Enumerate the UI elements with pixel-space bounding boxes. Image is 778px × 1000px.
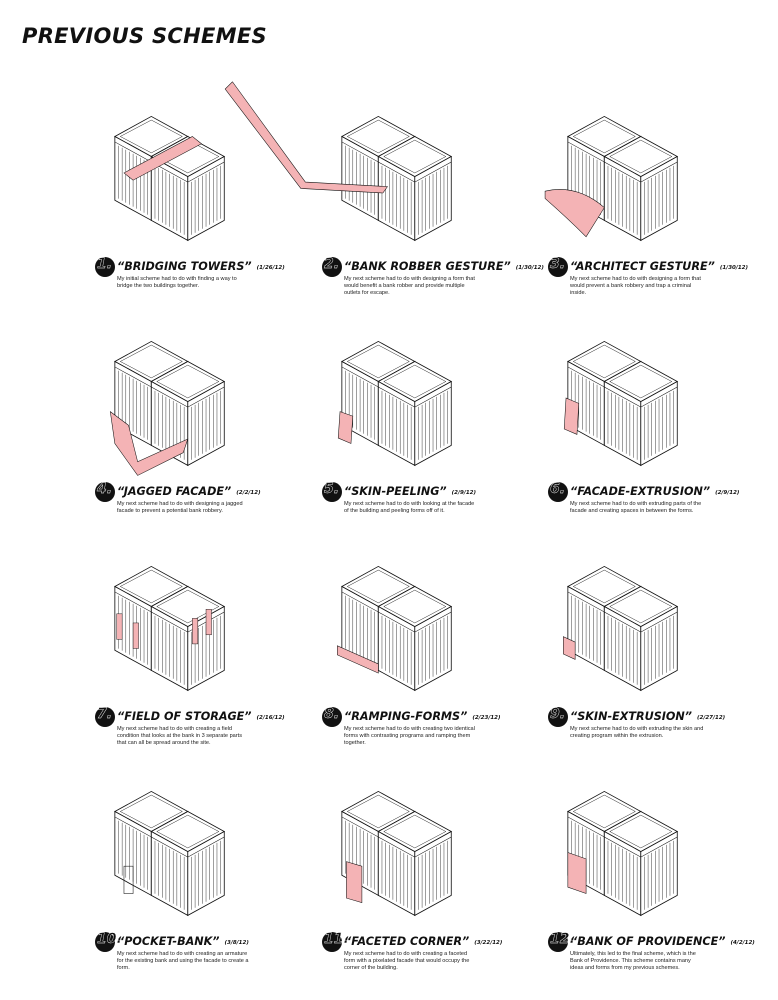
building-block	[151, 811, 224, 915]
axonometric-svg	[548, 550, 688, 705]
building-block	[378, 136, 451, 240]
scheme-12-number: 12.	[550, 931, 575, 947]
scheme-3-date: (1/30/12)	[719, 265, 749, 271]
axonometric-svg	[322, 100, 462, 255]
axonometric-svg	[548, 325, 688, 480]
scheme-3-description: My next scheme had to do with designing a form that would prevent a bank robbery and trap a criminal inside.	[570, 276, 701, 297]
scheme-2-caption	[322, 256, 552, 297]
scheme-12-caption	[548, 931, 778, 972]
scheme-11-number: 11.	[324, 931, 349, 947]
scheme-7	[95, 550, 315, 770]
scheme-2-number: 2.	[324, 256, 340, 272]
scheme-4	[95, 325, 315, 545]
scheme-10	[95, 775, 315, 995]
scheme-5-description: My next scheme had to do with looking at the facade of the building and peeling forms off of it.	[344, 501, 475, 515]
scheme-8-date: (2/23/12)	[472, 715, 501, 721]
scheme-3	[548, 100, 768, 320]
scheme-4-caption	[95, 481, 325, 515]
axonometric-svg	[95, 325, 235, 480]
building-block	[151, 361, 224, 465]
scheme-2-title: “BANK ROBBER GESTURE” (1/30/12)	[344, 260, 544, 273]
scheme-7-number: 7.	[97, 706, 113, 722]
building-block	[378, 811, 451, 915]
scheme-12-title: “BANK OF PROVIDENCE” (4/2/12)	[570, 935, 755, 948]
axonometric-svg	[548, 775, 688, 930]
scheme-3-caption	[548, 256, 778, 297]
scheme-6-number: 6.	[550, 481, 566, 497]
scheme-2	[322, 100, 542, 320]
scheme-11-caption	[322, 931, 552, 972]
page-title: PREVIOUS SCHEMES	[22, 24, 267, 48]
scheme-10-date: (3/8/12)	[224, 940, 249, 946]
building-block	[604, 136, 677, 240]
scheme-8	[322, 550, 542, 770]
scheme-9-caption	[548, 706, 778, 740]
scheme-1-description: My initial scheme had to do with finding a way to bridge the two buildings together.	[117, 276, 237, 290]
building-block	[604, 586, 677, 690]
scheme-5-caption	[322, 481, 552, 515]
scheme-9-date: (2/27/12)	[697, 715, 726, 721]
scheme-5-title: “SKIN-PEELING” (2/9/12)	[344, 485, 476, 498]
building-block	[604, 361, 677, 465]
axonometric-svg	[322, 325, 462, 480]
axonometric-svg	[322, 775, 462, 930]
scheme-9-description: My next scheme had to do with extruding the skin and creating program within the extrusion.	[570, 726, 704, 740]
scheme-6-date: (2/9/12)	[715, 490, 740, 496]
scheme-6-title: “FACADE-EXTRUSION” (2/9/12)	[570, 485, 740, 498]
scheme-7-title: “FIELD OF STORAGE” (2/16/12)	[117, 710, 285, 723]
scheme-7-description: My next scheme had to do with creating a field condition that looks at the bank in 3 separate parts that can all be spread around the site.	[117, 726, 243, 747]
scheme-10-caption	[95, 931, 325, 972]
scheme-1-date: (1/26/12)	[256, 265, 285, 271]
scheme-6	[548, 325, 768, 545]
scheme-4-date: (2/2/12)	[236, 490, 261, 496]
scheme-4-description: My next scheme had to do with designing a jagged facade to prevent a potential bank robbery.	[117, 501, 243, 515]
scheme-1	[95, 100, 315, 320]
scheme-2-description: My next scheme had to do with designing a form that would benefit a bank robber and provide multiple outlets for escape.	[344, 276, 475, 297]
scheme-10-number: 10.	[97, 931, 122, 947]
scheme-9	[548, 550, 768, 770]
scheme-5-number: 5.	[324, 481, 340, 497]
building-block	[378, 586, 451, 690]
scheme-3-number: 3.	[550, 256, 566, 272]
scheme-6-caption	[548, 481, 778, 515]
scheme-4-title: “JAGGED FACADE” (2/2/12)	[117, 485, 261, 498]
scheme-3-title: “ARCHITECT GESTURE” (1/30/12)	[570, 260, 749, 273]
scheme-11	[322, 775, 542, 995]
scheme-2-date: (1/30/12)	[515, 265, 544, 271]
scheme-1-caption	[95, 256, 325, 290]
scheme-11-description: My next scheme had to do with creating a faceted form with a pixelated facade that would occupy the corner of the building.	[344, 951, 470, 972]
scheme-10-title: “POCKET-BANK” (3/8/12)	[117, 935, 249, 948]
axonometric-svg	[95, 775, 235, 930]
scheme-7-caption	[95, 706, 325, 747]
scheme-1-title: “BRIDGING TOWERS” (1/26/12)	[117, 260, 285, 273]
building-block	[151, 136, 224, 240]
scheme-6-description: My next scheme had to do with extruding parts of the facade and creating spaces in between the forms.	[570, 501, 702, 515]
axonometric-svg	[95, 550, 235, 705]
scheme-11-title: “FACETED CORNER” (3/22/12)	[344, 935, 503, 948]
building-block	[378, 361, 451, 465]
scheme-12	[548, 775, 768, 995]
scheme-4-number: 4.	[97, 481, 113, 497]
scheme-11-date: (3/22/12)	[474, 940, 503, 946]
axonometric-svg	[548, 100, 688, 255]
axonometric-svg	[322, 550, 462, 705]
scheme-8-title: “RAMPING-FORMS” (2/23/12)	[344, 710, 501, 723]
scheme-9-number: 9.	[550, 706, 566, 722]
scheme-10-description: My next scheme had to do with creating an armature for the existing bank and using the facade to create a form.	[117, 951, 249, 972]
scheme-8-caption	[322, 706, 552, 747]
scheme-9-title: “SKIN-EXTRUSION” (2/27/12)	[570, 710, 726, 723]
scheme-8-description: My next scheme had to do with creating two identical forms with contrasting programs and ramping them together.	[344, 726, 475, 747]
scheme-1-number: 1.	[97, 256, 113, 272]
scheme-5-date: (2/9/12)	[451, 490, 476, 496]
scheme-8-number: 8.	[324, 706, 340, 722]
scheme-7-date: (2/16/12)	[256, 715, 285, 721]
scheme-12-description: Ultimately, this led to the final scheme, which is the Bank of Providence. This scheme contains many ideas and forms from my previous schemes.	[570, 951, 696, 972]
building-block	[151, 586, 224, 690]
scheme-5	[322, 325, 542, 545]
building-block	[604, 811, 677, 915]
axonometric-svg	[95, 100, 235, 255]
scheme-12-date: (4/2/12)	[730, 940, 755, 946]
